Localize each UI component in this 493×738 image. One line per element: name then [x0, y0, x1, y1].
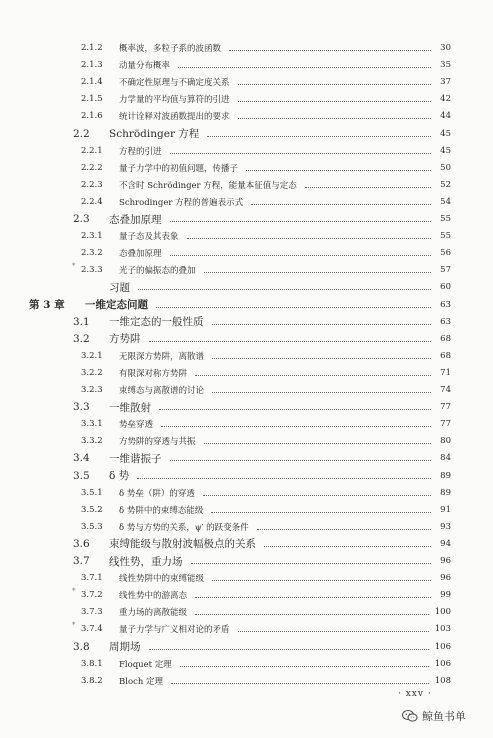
entry-number: 3.7.4 — [81, 624, 103, 635]
dot-leader — [211, 511, 431, 513]
dot-leader — [212, 391, 431, 393]
entry-page-number: 99 — [440, 590, 451, 601]
entry-title: 势垒穿透 — [119, 420, 154, 431]
entry-number: 3.8 — [73, 640, 90, 653]
entry-title: 线性势中的游离态 — [119, 591, 188, 602]
entry-number: 2.1.5 — [81, 94, 103, 105]
wechat-icon — [402, 709, 418, 723]
entry-title: δ 势阱中的束缚态能级 — [119, 505, 204, 516]
entry-page-number: 89 — [440, 470, 451, 481]
entry-page-number: 77 — [440, 402, 451, 413]
entry-title: 统计诠释对波函数提出的要求 — [119, 112, 230, 123]
entry-page-number: 55 — [440, 214, 451, 224]
entry-page-number: 80 — [440, 436, 451, 447]
entry-number: 2.1.2 — [81, 43, 103, 53]
entry-number: 3.5 — [73, 469, 90, 482]
entry-number: 2.3 — [73, 213, 90, 225]
entry-page-number: 44 — [440, 111, 451, 122]
entry-title: 方势阱的穿透与共振 — [119, 437, 196, 448]
entry-number: 3.3.1 — [81, 419, 103, 430]
entry-page-number: 103 — [434, 624, 451, 635]
entry-page-number: 50 — [440, 162, 451, 173]
entry-number: 2.1.3 — [81, 60, 103, 71]
entry-title: 态叠加原理 — [109, 213, 162, 226]
entry-title: 有限深对称方势阱 — [119, 368, 188, 379]
dot-leader — [170, 220, 432, 222]
entry-title: 不含时 Schrödinger 方程，能量本征值与定态 — [119, 180, 297, 191]
entry-number: 3.3.2 — [81, 436, 103, 447]
dot-leader — [149, 648, 429, 650]
dot-leader — [238, 117, 431, 119]
entry-title: 方势阱 — [109, 333, 141, 346]
dot-leader — [246, 169, 431, 171]
dot-leader — [170, 459, 432, 461]
entry-page-number: 37 — [440, 77, 451, 88]
entry-number: 3.2.1 — [81, 350, 103, 361]
entry-page-number: 100 — [434, 607, 451, 618]
entry-page-number: 54 — [440, 196, 451, 207]
entry-number: 3.8.1 — [81, 658, 103, 669]
entry-page-number: 63 — [440, 299, 451, 310]
entry-title: 一维散射 — [109, 401, 151, 414]
entry-page-number: 68 — [440, 350, 451, 361]
dot-leader — [238, 630, 429, 632]
entry-page-number: 42 — [440, 94, 451, 105]
entry-title: 力学量的平均值与算符的引进 — [119, 95, 230, 106]
dot-leader — [207, 135, 431, 137]
dot-leader — [251, 203, 431, 205]
entry-page-number: 45 — [440, 145, 451, 156]
dot-leader — [238, 100, 431, 102]
entry-number: 3.7.1 — [81, 573, 103, 584]
entry-number: 3.5.2 — [81, 504, 103, 515]
entry-number: 2.3.3 — [81, 265, 103, 276]
optional-marker: * — [72, 262, 76, 271]
entry-page-number: 55 — [440, 231, 451, 242]
entry-number: 2.1.4 — [81, 77, 103, 88]
entry-title: 量子态及其表象 — [119, 232, 179, 243]
watermark — [402, 708, 466, 724]
dot-leader — [156, 306, 431, 308]
entry-page-number: 94 — [440, 538, 451, 549]
dot-leader — [305, 186, 431, 188]
entry-page-number: 35 — [440, 60, 451, 71]
entry-page-number: 96 — [440, 573, 451, 584]
entry-page-number: 52 — [440, 179, 451, 190]
entry-number: 2.3.2 — [81, 248, 103, 259]
dot-leader — [191, 562, 432, 564]
dot-leader — [187, 237, 431, 239]
entry-title: δ 势垒（阱）的穿透 — [119, 488, 195, 499]
page-number-footer: · xxv · — [398, 689, 432, 699]
optional-marker: * — [72, 621, 76, 630]
dot-leader — [195, 596, 431, 598]
entry-number: 3.6 — [73, 537, 90, 550]
entry-page-number: 45 — [440, 128, 451, 139]
dot-leader — [137, 477, 431, 479]
entry-title: 光子的偏振态的叠加 — [119, 266, 196, 277]
entry-title: 重力场的离散能级 — [119, 608, 188, 619]
entry-number: 3.2.3 — [81, 385, 103, 395]
dot-leader — [212, 323, 432, 325]
entry-page-number: 84 — [440, 453, 451, 464]
entry-title: 无限深方势阱，离散谱 — [119, 351, 205, 362]
entry-title: 态叠加原理 — [119, 249, 162, 260]
dot-leader — [178, 66, 431, 68]
entry-page-number: 63 — [440, 316, 451, 327]
entry-number: 3.7 — [73, 555, 90, 567]
entry-title: 周期场 — [109, 641, 141, 653]
optional-marker: * — [72, 587, 76, 596]
dot-leader — [171, 682, 429, 684]
dot-leader — [138, 288, 431, 290]
entry-page-number: 56 — [440, 248, 451, 259]
entry-title: 量子力学中的初值问题，传播子 — [119, 163, 239, 174]
entry-title: 线性势阱中的束缚能级 — [119, 574, 205, 585]
entry-title: 量子力学与广义相对论的矛盾 — [119, 625, 230, 636]
entry-number: 3.8.2 — [81, 675, 103, 686]
entry-page-number: 30 — [440, 43, 451, 53]
entry-title: Floquet 定理 — [119, 659, 172, 670]
entry-title: 束缚能级与散射波幅极点的关系 — [109, 538, 256, 551]
dot-leader — [264, 545, 431, 547]
dot-leader — [212, 357, 431, 359]
dot-leader — [229, 49, 431, 51]
entry-page-number: 106 — [434, 658, 451, 669]
entry-title: δ 势 — [109, 470, 130, 482]
entry-number: 3.3 — [73, 401, 90, 414]
entry-title: 习题 — [109, 281, 130, 294]
entry-page-number: 96 — [440, 556, 451, 566]
entry-page-number: 89 — [440, 487, 451, 498]
entry-page-number: 71 — [440, 367, 451, 378]
dot-leader — [257, 528, 431, 530]
entry-number: 2.3.1 — [81, 231, 103, 242]
entry-number: 2.2.2 — [81, 162, 103, 173]
entry-number: 3.5.3 — [81, 521, 103, 532]
entry-number: 第 3 章 — [29, 299, 65, 311]
dot-leader — [204, 442, 431, 444]
entry-page-number: 91 — [440, 504, 451, 515]
dot-leader — [170, 152, 431, 154]
entry-page-number: 106 — [434, 641, 451, 652]
entry-title: δ 势与方势的关系，ψ′ 的跃变条件 — [119, 522, 249, 533]
dot-leader — [149, 340, 432, 342]
watermark-text: 鲸鱼书单 — [422, 710, 466, 723]
entry-title: Schrodinger 方程的普遍表示式 — [119, 197, 244, 208]
entry-page-number: 74 — [440, 385, 451, 395]
dot-leader — [180, 665, 429, 667]
dot-leader — [204, 271, 431, 273]
dot-leader — [159, 408, 431, 410]
entry-title: 动量分布概率 — [119, 61, 171, 72]
entry-page-number: 93 — [440, 521, 451, 532]
entry-number: 3.2 — [73, 332, 90, 345]
entry-number: 3.5.1 — [81, 487, 103, 498]
entry-page-number: 77 — [440, 419, 451, 430]
entry-number: 3.4 — [73, 452, 90, 465]
entry-title: 方程的引进 — [119, 146, 162, 157]
entry-page-number: 108 — [434, 675, 451, 686]
entry-number: 3.7.2 — [81, 590, 103, 601]
entry-page-number: 68 — [440, 333, 451, 344]
entry-number: 2.1.6 — [81, 111, 103, 122]
entry-title: 一维谐振子 — [109, 452, 162, 465]
entry-title: Schrödinger 方程 — [109, 128, 200, 140]
entry-number: 2.2.4 — [81, 196, 103, 207]
entry-title: 一维定态问题 — [85, 299, 148, 311]
entry-number: 2.2 — [73, 127, 90, 140]
entry-number: 3.1 — [73, 315, 90, 328]
dot-leader — [238, 83, 431, 85]
entry-title: Bloch 定理 — [119, 676, 164, 687]
entry-page-number: 57 — [440, 265, 451, 276]
dot-leader — [170, 254, 431, 256]
entry-number: 2.2.3 — [81, 179, 103, 190]
entry-title: 束缚态与离散谱的讨论 — [119, 386, 205, 396]
entry-number: 3.2.2 — [81, 367, 103, 378]
dot-leader — [212, 579, 431, 581]
entry-title: 一维定态的一般性质 — [109, 316, 204, 329]
entry-title: 线性势，重力场 — [109, 555, 183, 568]
entry-number: 2.2.1 — [81, 145, 103, 156]
entry-page-number: 60 — [440, 282, 451, 293]
dot-leader — [161, 425, 431, 427]
entry-title: 不确定性原理与不确定度关系 — [119, 78, 230, 89]
dot-leader — [203, 494, 431, 496]
dot-leader — [195, 613, 429, 615]
entry-number: 3.7.3 — [81, 607, 103, 618]
dot-leader — [195, 374, 431, 376]
entry-title: 概率波，多粒子系的波函数 — [119, 44, 222, 54]
